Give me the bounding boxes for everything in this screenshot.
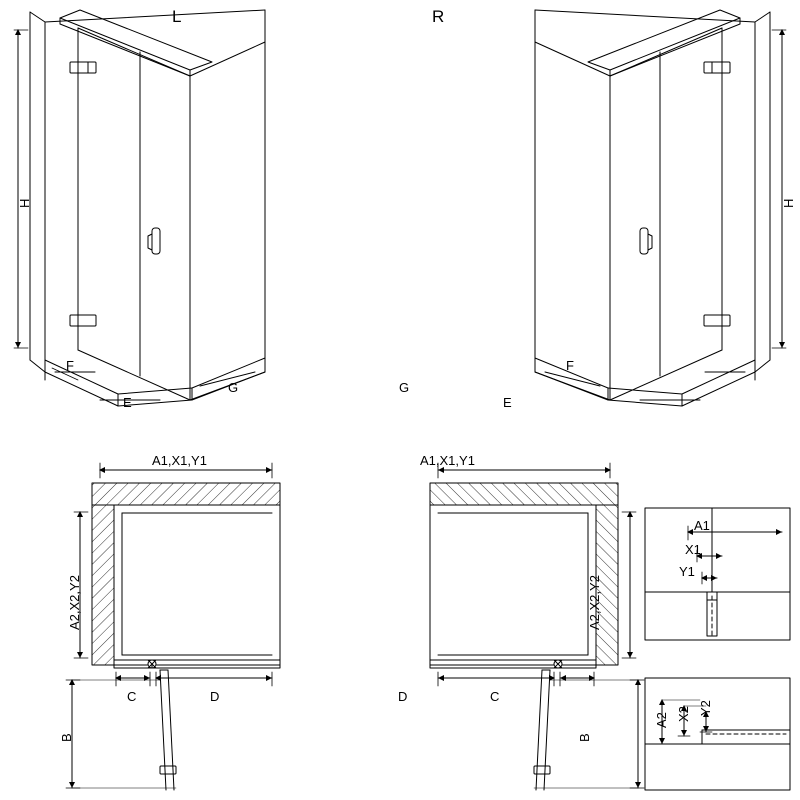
- dim-label-detail-a2: A2: [654, 712, 669, 728]
- perspective-view-left: [14, 10, 265, 406]
- dim-label-g-left: G: [228, 380, 239, 395]
- dim-label-e-left: E: [123, 395, 132, 410]
- dim-label-f-left: F: [66, 358, 74, 373]
- plan-view-right: [430, 463, 644, 790]
- dim-label-plan-left-b: B: [59, 733, 74, 742]
- dim-label-detail-y1: Y1: [679, 564, 695, 579]
- dim-label-f-right: F: [566, 358, 574, 373]
- dim-label-plan-right-top: A1,X1,Y1: [420, 453, 475, 468]
- title-L: L: [172, 7, 182, 26]
- dim-label-plan-left-c: C: [127, 689, 137, 704]
- dim-label-g-right: G: [399, 380, 410, 395]
- detail-view-bottom: [645, 678, 790, 790]
- dim-label-plan-right-side: A2,X2,Y2: [587, 575, 602, 630]
- dim-label-h-right: H: [781, 198, 796, 208]
- perspective-view-right: [535, 10, 786, 406]
- dim-label-plan-right-c: C: [490, 689, 500, 704]
- dim-label-detail-a1: A1: [694, 518, 710, 533]
- dim-label-plan-left-d: D: [210, 689, 220, 704]
- dim-label-plan-right-d: D: [398, 689, 408, 704]
- plan-view-left: [66, 463, 280, 790]
- dim-label-detail-y2: Y2: [698, 700, 713, 716]
- label-right-view-title: [432, 8, 444, 25]
- dim-label-h-left: H: [17, 198, 32, 208]
- dim-label-plan-right-b: B: [577, 733, 592, 742]
- dim-label-plan-left-side: A2,X2,Y2: [67, 575, 82, 630]
- label-left-view-title: [172, 8, 181, 25]
- dim-label-e-right: E: [503, 395, 512, 410]
- dim-label-plan-left-top: A1,X1,Y1: [152, 453, 207, 468]
- dim-label-detail-x2: X2: [676, 706, 691, 722]
- detail-view-top: [645, 508, 790, 640]
- title-R: R: [432, 7, 445, 26]
- dim-label-detail-x1: X1: [685, 542, 701, 557]
